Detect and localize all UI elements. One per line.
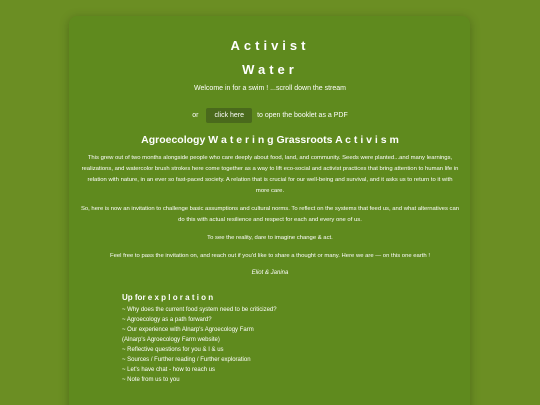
exploration-link-note[interactable]: ~ Note from us to you [122,377,180,383]
exploration-section [122,293,422,385]
site-title-line2: Water [242,62,298,77]
heading-part-grassroots: Grassroots [276,134,333,146]
exploration-title [122,293,422,302]
exploration-link-agroecology-path[interactable]: ~ Agroecology as a path forward? [122,317,212,323]
pdf-description: to open the booklet as a PDF [257,111,348,119]
section-heading [0,134,540,146]
exploration-link-alnarp-website[interactable]: (Alnarp's Agroecology Farm website) [122,337,220,343]
invitation-paragraph: So, here is now an invitation to challenge basic assumptions and cultural norms. To reflect on the systems that feed us, and what alternatives can do this with actual resilience and respect for each and every one of us. [80,206,460,223]
welcome-text: Welcome in for a swim ! ...scroll down the stream [194,85,346,92]
signature: Eliot & Janina [251,270,289,276]
heading-part-watering: W a t e r i n g [208,134,274,146]
pdf-link-row [0,107,540,123]
intro-paragraph: This grew out of two months alongside people who care deeply about food, land, and community. Seeds were planted...and many learnings, realizations, and watercolor brush strokes here come together as a way to lift eco-social and activist practices that bring attention to human life in relation with nature, in an ever so fast-paced society. A relation that is crucial for our well-being and survival, and it asks us to return to it with more care. [81,155,459,194]
site-title-line1: Activist [230,38,310,53]
exploration-link-alnarp-experience[interactable]: ~ Our experience with Alnarp's Agroecology Farm [122,327,254,333]
exploration-link-sources[interactable]: ~ Sources / Further reading / Further exploration [122,357,251,363]
share-paragraph: Feel free to pass the invitation on, and reach out if you'd like to share a thought or many. Here we are — on this one earth ! [110,253,430,259]
exploration-link-contact[interactable]: ~ Let's have chat - how to reach us [122,367,216,373]
pdf-or-text: or [192,111,199,119]
exploration-link-food-system[interactable]: ~ Why does the current food system need to be criticized? [122,307,277,313]
exploration-link-reflective-questions[interactable]: ~ Reflective questions for you & I & us [122,347,224,353]
heading-part-agroecology: Agroecology [141,134,206,146]
exploration-title-part2: e x p l o r a t i o n [147,293,214,302]
heading-part-activism: A c t i v i s m [335,134,399,146]
reality-paragraph: To see the reality, dare to imagine change & act. [207,235,333,241]
exploration-title-part1: Up for [122,293,146,302]
open-pdf-button[interactable]: click here [206,108,252,123]
exploration-list [122,305,422,385]
